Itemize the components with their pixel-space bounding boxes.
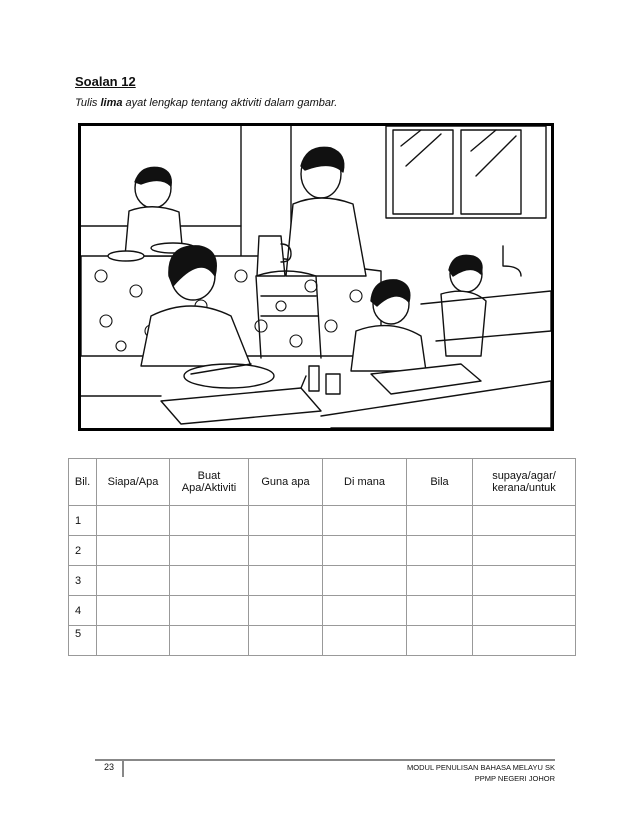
instruction-suffix: ayat lengkap tentang aktiviti dalam gambar. — [122, 97, 338, 109]
row-number: 1 — [69, 506, 97, 536]
answer-cell-tujuan[interactable] — [473, 506, 576, 536]
answer-cell-siapa[interactable] — [97, 506, 170, 536]
instruction-prefix: Tulis — [75, 97, 101, 109]
table-row — [69, 536, 576, 566]
row-number: 3 — [69, 566, 97, 596]
boy-arranging-plates — [108, 167, 195, 261]
table-row — [69, 566, 576, 596]
footer-credit — [407, 762, 555, 784]
answer-cell-di-mana[interactable] — [323, 506, 407, 536]
header-supaya-agar-kerana-untuk: supaya/agar/ kerana/untuk — [473, 459, 576, 506]
answer-cell-guna[interactable] — [249, 626, 323, 656]
answer-cell-siapa[interactable] — [97, 566, 170, 596]
answer-cell-di-mana[interactable] — [323, 536, 407, 566]
instruction-bold-word: lima — [100, 97, 123, 109]
page-number: 23 — [104, 762, 115, 772]
table-row — [69, 506, 576, 536]
answer-cell-aktiviti[interactable] — [170, 566, 249, 596]
header-bila: Bila — [407, 459, 473, 506]
answer-cell-di-mana[interactable] — [323, 596, 407, 626]
answer-cell-di-mana[interactable] — [323, 626, 407, 656]
header-di-mana: Di mana — [323, 459, 407, 506]
answer-cell-aktiviti[interactable] — [170, 626, 249, 656]
answer-cell-bila[interactable] — [407, 626, 473, 656]
family-kitchen-illustration — [78, 123, 554, 431]
answer-cell-guna[interactable] — [249, 536, 323, 566]
table-row — [69, 596, 576, 626]
answer-cell-guna[interactable] — [249, 566, 323, 596]
answer-cell-aktiviti[interactable] — [170, 596, 249, 626]
table-row — [69, 626, 576, 656]
row-number: 4 — [69, 596, 97, 626]
footer-line-1: MODUL PENULISAN BAHASA MELAYU SK — [407, 763, 555, 772]
answer-cell-di-mana[interactable] — [323, 566, 407, 596]
answer-cell-guna[interactable] — [249, 596, 323, 626]
table-header-row — [69, 459, 576, 506]
header-siapa-apa: Siapa/Apa — [97, 459, 170, 506]
answer-cell-tujuan[interactable] — [473, 626, 576, 656]
header-guna-apa: Guna apa — [249, 459, 323, 506]
answer-cell-siapa[interactable] — [97, 536, 170, 566]
answer-cell-bila[interactable] — [407, 536, 473, 566]
father-holding-jug — [257, 147, 366, 276]
row-number: 5 — [69, 626, 97, 656]
answer-cell-tujuan[interactable] — [473, 536, 576, 566]
sink-counter — [421, 291, 551, 341]
answer-cell-siapa[interactable] — [97, 626, 170, 656]
header-buat-apa-aktiviti: Buat Apa/Aktiviti — [170, 459, 249, 506]
row-number: 2 — [69, 536, 97, 566]
answer-cell-aktiviti[interactable] — [170, 506, 249, 536]
question-instruction — [75, 97, 337, 109]
answer-cell-aktiviti[interactable] — [170, 536, 249, 566]
answer-cell-tujuan[interactable] — [473, 596, 576, 626]
kitchen-scene-drawing — [81, 126, 551, 428]
answer-table — [68, 458, 576, 656]
answer-cell-bila[interactable] — [407, 566, 473, 596]
answer-cell-bila[interactable] — [407, 596, 473, 626]
window — [386, 126, 546, 218]
answer-cell-guna[interactable] — [249, 506, 323, 536]
footer-tick-divider — [122, 759, 124, 777]
footer-divider — [95, 759, 555, 761]
question-title: Soalan 12 — [75, 74, 136, 89]
header-bil: Bil. — [69, 459, 97, 506]
answer-cell-tujuan[interactable] — [473, 566, 576, 596]
footer-line-2: PPMP NEGERI JOHOR — [474, 774, 555, 783]
answer-cell-bila[interactable] — [407, 506, 473, 536]
answer-cell-siapa[interactable] — [97, 596, 170, 626]
